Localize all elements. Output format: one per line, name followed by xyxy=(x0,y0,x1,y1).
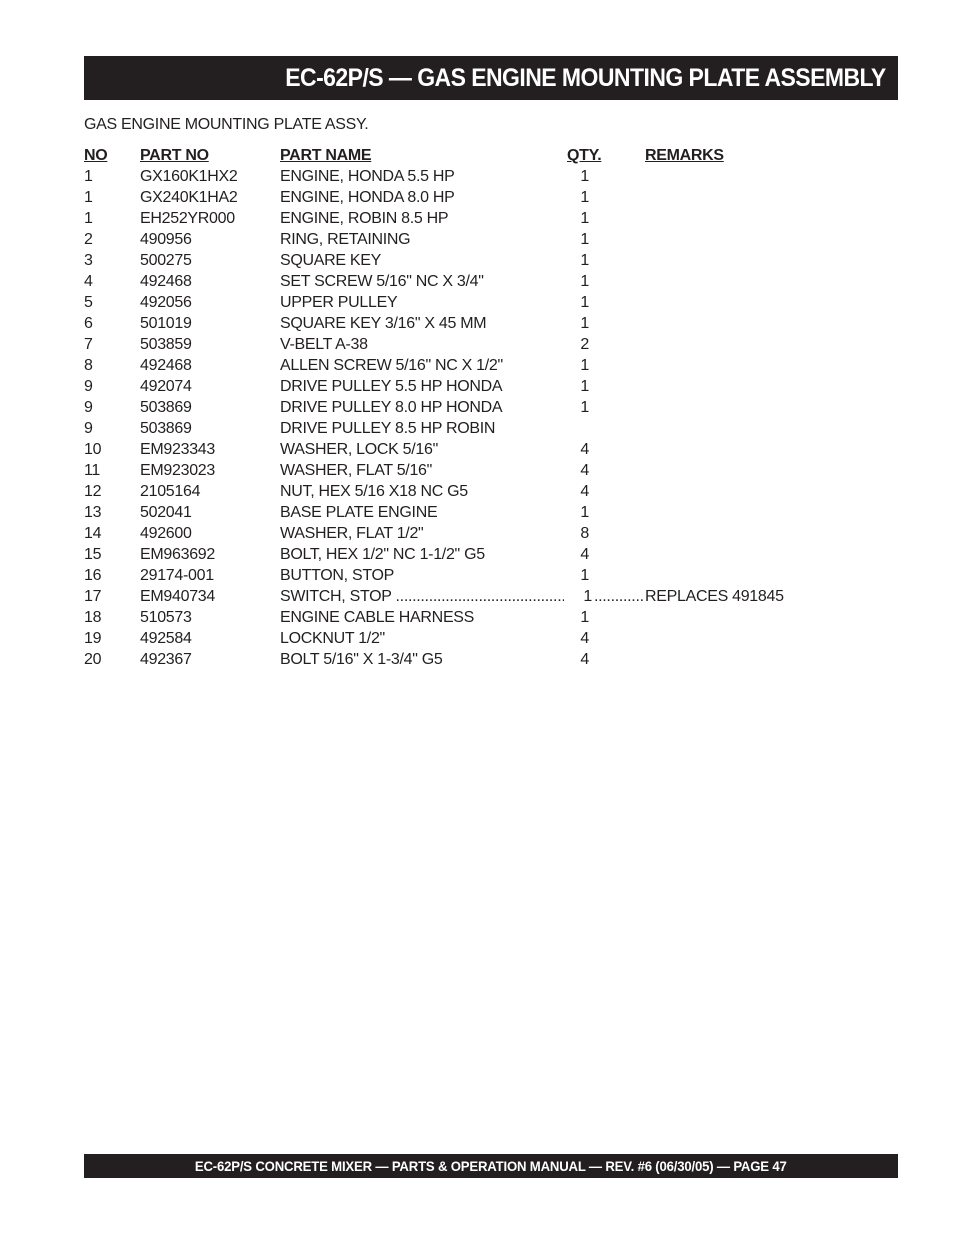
table-row xyxy=(84,544,844,565)
cell-part-no: 492584 xyxy=(140,630,192,647)
table-row xyxy=(84,208,844,229)
section-subtitle: GAS ENGINE MOUNTING PLATE ASSY. xyxy=(84,116,369,133)
table-row xyxy=(84,292,844,313)
cell-part-name: ALLEN SCREW 5/16" NC X 1/2" xyxy=(280,357,503,374)
cell-part-no: 492074 xyxy=(140,378,192,395)
column-header-no: NO xyxy=(84,147,108,164)
cell-part-no: 502041 xyxy=(140,504,192,521)
cell-part-no: GX160K1HX2 xyxy=(140,168,238,185)
table-body xyxy=(84,166,844,670)
table-row xyxy=(84,187,844,208)
cell-part-name: DRIVE PULLEY 8.0 HP HONDA xyxy=(280,399,503,416)
cell-part-name: SQUARE KEY xyxy=(280,252,382,269)
cell-qty: 1 xyxy=(580,231,589,248)
cell-part-no: 29174-001 xyxy=(140,567,214,584)
cell-no: 10 xyxy=(84,441,102,458)
cell-qty: 2 xyxy=(580,336,589,353)
cell-no: 5 xyxy=(84,294,93,311)
cell-part-no: 510573 xyxy=(140,609,192,626)
page-title-bar xyxy=(84,56,898,100)
cell-part-no: 500275 xyxy=(140,252,192,269)
page-footer: EC-62P/S CONCRETE MIXER — PARTS & OPERATION MANUAL — REV. #6 (06/30/05) — PAGE 47 xyxy=(195,1158,787,1174)
table-row xyxy=(84,229,844,250)
cell-part-no: 492468 xyxy=(140,273,192,290)
cell-part-name: UPPER PULLEY xyxy=(280,294,398,311)
cell-no: 14 xyxy=(84,525,102,542)
table-row xyxy=(84,460,844,481)
cell-qty: 4 xyxy=(580,462,589,479)
cell-part-name: LOCKNUT 1/2" xyxy=(280,630,385,647)
cell-no: 17 xyxy=(84,588,102,605)
cell-no: 2 xyxy=(84,231,93,248)
cell-no: 1 xyxy=(84,210,93,227)
cell-no: 12 xyxy=(84,483,102,500)
table-row xyxy=(84,565,844,586)
cell-qty: 1 xyxy=(580,399,589,416)
cell-part-name: WASHER, LOCK 5/16" xyxy=(280,441,438,458)
table-row xyxy=(84,481,844,502)
cell-qty: 8 xyxy=(580,525,589,542)
cell-part-no: 492600 xyxy=(140,525,192,542)
page-footer-bar xyxy=(84,1154,898,1178)
table-row xyxy=(84,376,844,397)
cell-qty: 1 xyxy=(580,504,589,521)
cell-part-name: DRIVE PULLEY 8.5 HP ROBIN xyxy=(280,420,496,437)
cell-qty: 1 xyxy=(580,273,589,290)
table-row xyxy=(84,397,844,418)
cell-qty: 1 xyxy=(580,189,589,206)
page-title: EC-62P/S — GAS ENGINE MOUNTING PLATE ASSEMBLY xyxy=(285,63,886,92)
table-row xyxy=(84,523,844,544)
cell-qty: 1 xyxy=(580,294,589,311)
cell-part-no: EM923023 xyxy=(140,462,215,479)
cell-qty: 1 xyxy=(580,567,589,584)
cell-part-no: 503859 xyxy=(140,336,192,353)
cell-no: 6 xyxy=(84,315,93,332)
table-row xyxy=(84,271,844,292)
cell-qty: 4 xyxy=(580,483,589,500)
cell-qty: 1 xyxy=(580,357,589,374)
cell-part-name: V-BELT A-38 xyxy=(280,336,368,353)
table-row xyxy=(84,607,844,628)
cell-part-no: 501019 xyxy=(140,315,192,332)
table-row xyxy=(84,418,844,439)
table-row xyxy=(84,439,844,460)
table-row xyxy=(84,586,844,607)
cell-no: 3 xyxy=(84,252,93,269)
cell-no: 9 xyxy=(84,399,93,416)
cell-qty: 1 xyxy=(580,315,589,332)
cell-part-name: WASHER, FLAT 5/16" xyxy=(280,462,433,479)
table-row xyxy=(84,628,844,649)
cell-no: 1 xyxy=(84,168,93,185)
table-row xyxy=(84,334,844,355)
cell-part-name: NUT, HEX 5/16 X18 NC G5 xyxy=(280,483,468,500)
cell-part-no: EM923343 xyxy=(140,441,215,458)
cell-no: 15 xyxy=(84,546,102,563)
remarks-leader-dots xyxy=(594,586,644,607)
cell-qty: 4 xyxy=(580,546,589,563)
cell-qty: 4 xyxy=(580,441,589,458)
cell-part-name: RING, RETAINING xyxy=(280,231,411,248)
table-row xyxy=(84,250,844,271)
cell-no: 7 xyxy=(84,336,93,353)
table-header-row xyxy=(84,145,844,166)
table-row xyxy=(84,502,844,523)
table-row xyxy=(84,649,844,670)
cell-qty: 1 xyxy=(580,168,589,185)
cell-no: 20 xyxy=(84,651,102,668)
cell-part-name: DRIVE PULLEY 5.5 HP HONDA xyxy=(280,378,503,395)
cell-part-no: EM940734 xyxy=(140,588,215,605)
cell-part-name: SQUARE KEY 3/16" X 45 MM xyxy=(280,315,487,332)
cell-part-name: BOLT 5/16" X 1-3/4" G5 xyxy=(280,651,443,668)
cell-qty: 4 xyxy=(580,630,589,647)
cell-part-name: ENGINE, ROBIN 8.5 HP xyxy=(280,210,449,227)
cell-qty: 1 xyxy=(580,252,589,269)
table-row xyxy=(84,166,844,187)
cell-part-name: ENGINE, HONDA 8.0 HP xyxy=(280,189,455,206)
cell-qty: 1 xyxy=(564,586,592,607)
cell-part-name: ENGINE CABLE HARNESS xyxy=(280,609,475,626)
cell-qty: 1 xyxy=(580,609,589,626)
cell-no: 9 xyxy=(84,378,93,395)
cell-part-no: EH252YR000 xyxy=(140,210,235,227)
cell-qty: 4 xyxy=(580,651,589,668)
cell-no: 8 xyxy=(84,357,93,374)
cell-part-no: 503869 xyxy=(140,399,192,416)
table-row xyxy=(84,313,844,334)
cell-no: 19 xyxy=(84,630,102,647)
column-header-part-no: PART NO xyxy=(140,147,209,164)
cell-remarks: REPLACES 491845 xyxy=(645,588,784,605)
cell-part-name: SWITCH, STOP ..... xyxy=(280,586,580,607)
cell-part-no: 503869 xyxy=(140,420,192,437)
column-header-qty: QTY. xyxy=(567,147,602,164)
cell-qty: 1 xyxy=(580,378,589,395)
parts-table xyxy=(84,145,844,670)
cell-part-no: 492056 xyxy=(140,294,192,311)
cell-part-name: BOLT, HEX 1/2" NC 1-1/2" G5 xyxy=(280,546,485,563)
cell-no: 1 xyxy=(84,189,93,206)
column-header-part-name: PART NAME xyxy=(280,147,372,164)
column-header-remarks: REMARKS xyxy=(645,147,724,164)
cell-part-no: EM963692 xyxy=(140,546,215,563)
cell-part-name: BUTTON, STOP xyxy=(280,567,395,584)
cell-part-no: 2105164 xyxy=(140,483,201,500)
cell-part-no: GX240K1HA2 xyxy=(140,189,238,206)
cell-no: 9 xyxy=(84,420,93,437)
cell-no: 16 xyxy=(84,567,102,584)
cell-no: 4 xyxy=(84,273,93,290)
cell-part-no: 492367 xyxy=(140,651,192,668)
cell-no: 11 xyxy=(84,462,101,479)
cell-no: 18 xyxy=(84,609,102,626)
cell-part-no: 490956 xyxy=(140,231,192,248)
cell-part-no: 492468 xyxy=(140,357,192,374)
cell-part-name: ENGINE, HONDA 5.5 HP xyxy=(280,168,455,185)
cell-no: 13 xyxy=(84,504,102,521)
cell-part-name: WASHER, FLAT 1/2" xyxy=(280,525,424,542)
cell-qty: 1 xyxy=(580,210,589,227)
cell-part-name: BASE PLATE ENGINE xyxy=(280,504,438,521)
cell-part-name: SET SCREW 5/16" NC X 3/4" xyxy=(280,273,484,290)
table-row xyxy=(84,355,844,376)
